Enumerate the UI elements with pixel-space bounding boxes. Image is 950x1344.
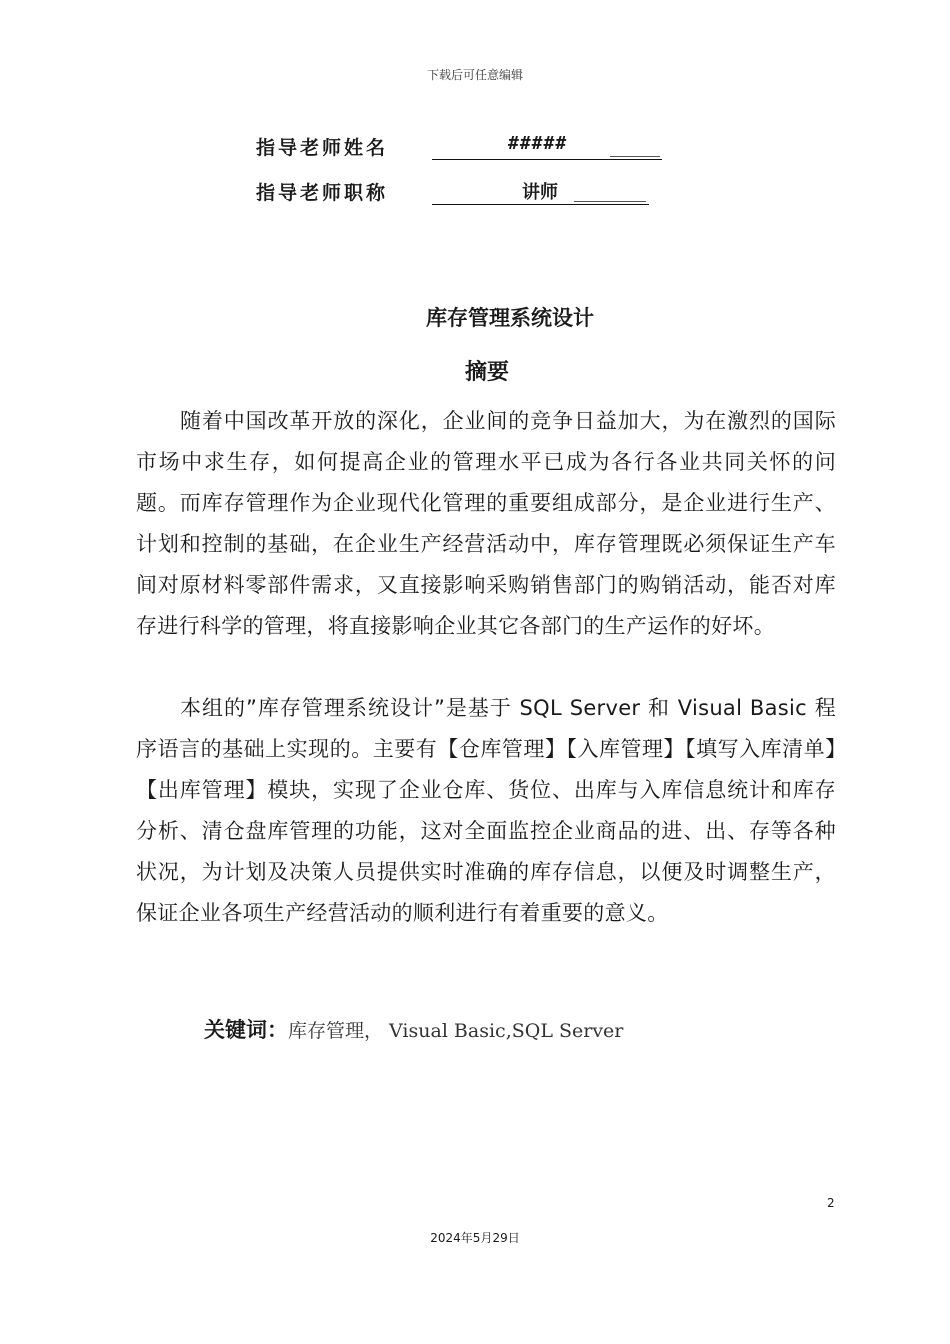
- advisor-title-tail-line: [574, 201, 646, 202]
- keywords-line: [204, 1014, 623, 1044]
- advisor-name-value: #####: [508, 133, 568, 154]
- advisor-name-tail-line: [610, 156, 660, 157]
- header-note: 下载后可任意编辑: [426, 68, 523, 82]
- advisor-title-underline: [432, 204, 649, 205]
- abstract-paragraph-2: 本组的”库存管理系统设计”是基于 SQL Server 和 Visual Basic 程序语言的基础上实现的。主要有【仓库管理】【入库管理】【填写入库清单】【出库管理】模块，实现了企业仓库、货位、出库与入库信息统计和库存分析、清仓盘库管理的功能，这对全面监控企业商品的进、出、存等各种状况，为计划及决策人员提供实时准确的库存信息，以便及时调整生产，保证企业各项生产经营活动的顺利进行有着重要的意义。: [136, 696, 836, 925]
- keywords-value: 库存管理， Visual Basic,SQL Server: [288, 1020, 624, 1042]
- advisor-name-underline: [432, 159, 662, 160]
- footer-date: 2024年5月29日: [430, 1231, 520, 1245]
- page-number: 2: [827, 1196, 835, 1210]
- advisor-title-label: 指导老师职称: [256, 182, 389, 204]
- advisor-title-row: [256, 176, 676, 206]
- document-title: 库存管理系统设计: [426, 306, 594, 330]
- abstract-heading: 摘要: [464, 360, 509, 385]
- advisor-name-row: [256, 131, 676, 161]
- advisor-name-label: 指导老师姓名: [256, 137, 389, 159]
- abstract-paragraph-1: 随着中国改革开放的深化，企业间的竞争日益加大，为在激烈的国际市场中求生存，如何提高企业的管理水平已成为各行各业共同关怀的问题。而库存管理作为企业现代化管理的重要组成部分，是企业进行生产、计划和控制的基础，在企业生产经营活动中，库存管理既必须保证生产车间对原材料零部件需求，又直接影响采购销售部门的购销活动，能否对库存进行科学的管理，将直接影响企业其它各部门的生产运作的好坏。: [136, 409, 836, 638]
- advisor-title-value: 讲师: [522, 182, 558, 203]
- keywords-label: 关键词：: [204, 1018, 288, 1042]
